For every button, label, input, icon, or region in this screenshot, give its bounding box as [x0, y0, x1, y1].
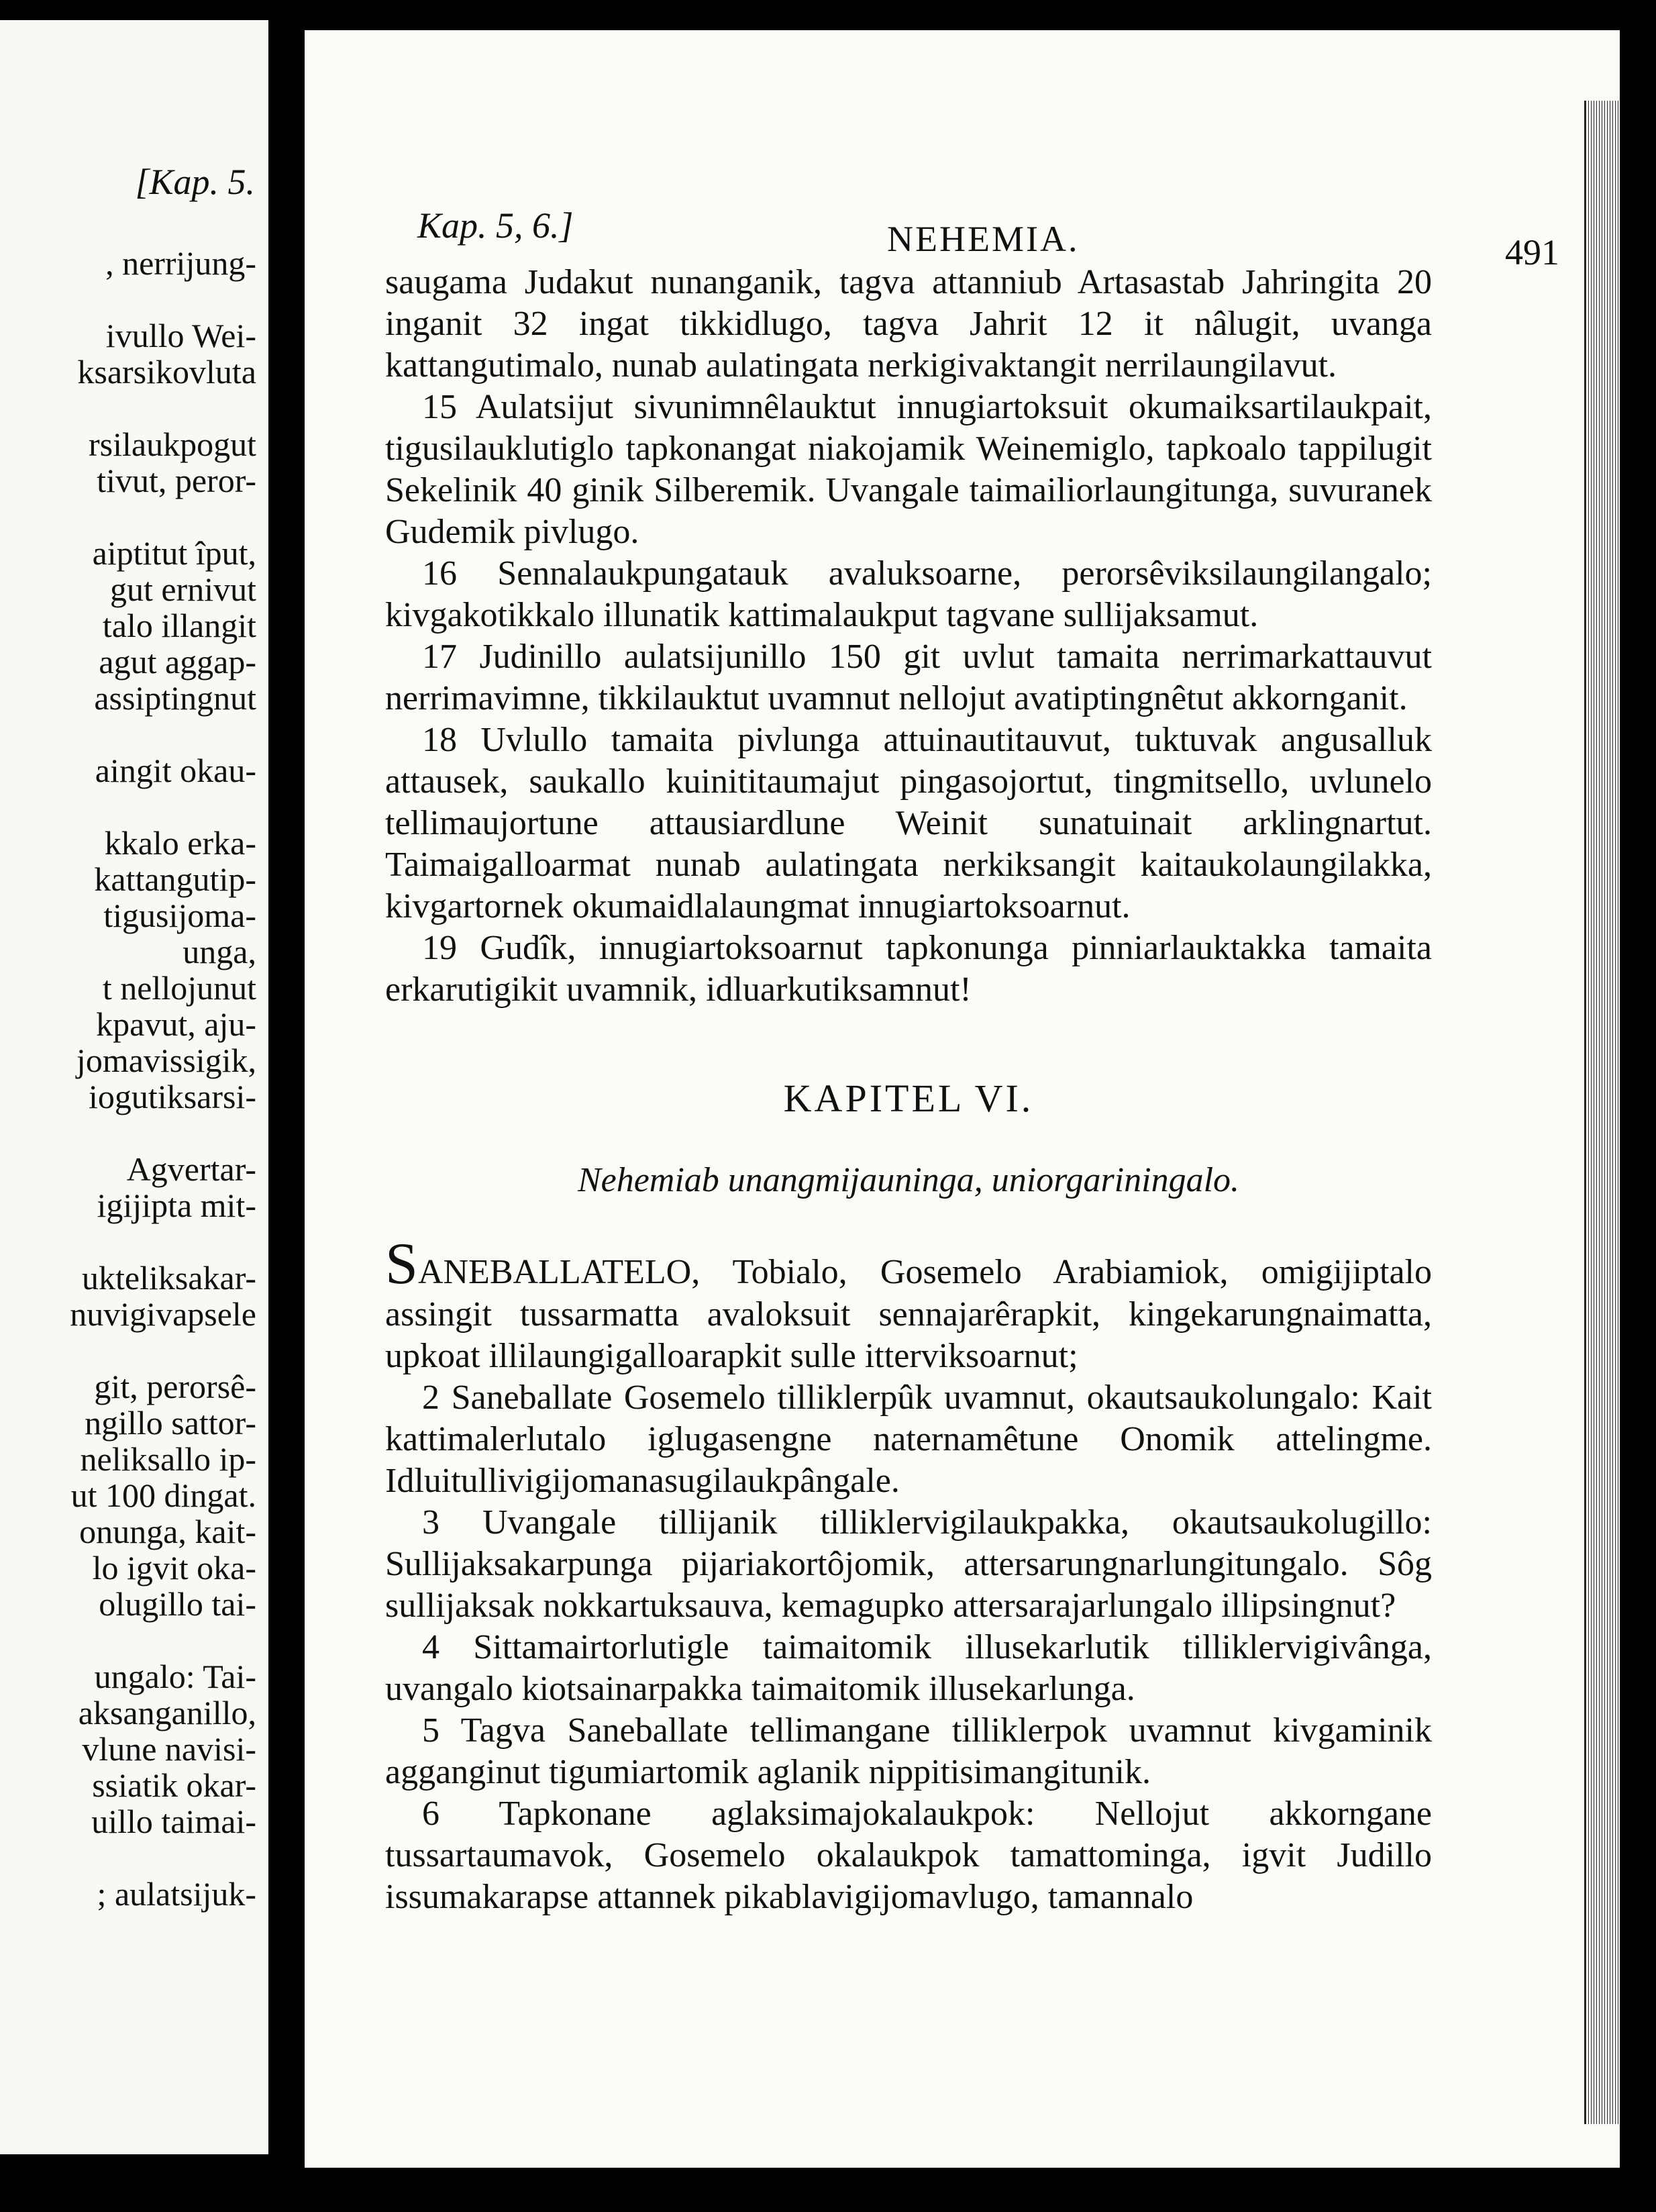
left-page-line: lo igvit oka-	[92, 1549, 256, 1587]
left-page-line: gut ernivut	[109, 570, 256, 608]
left-page-lines	[0, 245, 256, 1912]
left-page-line: rsilaukpogut	[89, 425, 256, 463]
left-page-line	[0, 789, 256, 825]
left-page-line: olugillo tai-	[99, 1585, 256, 1623]
paragraph: 19 Gudîk, innugiartoksoarnut tapkonunga pinniarlauktakka tamaita erkarutigikit uvamnik, idluarkutiksamnut!	[385, 929, 1432, 1009]
paragraph: 18 Uvlullo tamaita pivlunga attuinautitauvut, tuktuvak angusalluk attausek, saukallo kuinititaumajut pingasojortut, tingmitsello, uvlunelo tellimaujortune attausiardlune Weinit sunatuinait arklingnartut. Taimaigalloarmat nunab aulatingata nerkiksangit kaitaukolaungilakka, kivgartornek okumaidlalaungmat innugiartoksoarnut.	[385, 721, 1432, 925]
left-page-line: t nellojunut	[102, 969, 256, 1007]
page-number: 491	[1505, 232, 1559, 272]
left-page-line: kattangutip-	[94, 860, 256, 898]
left-page-line: unga,	[183, 933, 256, 970]
left-running-head: [Kap. 5.	[135, 162, 255, 202]
left-page-line: igijipta mit-	[97, 1187, 256, 1224]
paragraph: 6 Tapkonane aglaksimajokalaukpok: Nellojut akkorngane tussartaumavok, Gosemelo okalaukpok tamattominga, igvit Judillo issumakarapse attannek pikablavigijomavlugo, tamannalo	[385, 1795, 1432, 1916]
left-page-line: ksarsikovluta	[77, 353, 256, 391]
paragraph: 16 Sennalaukpungatauk avaluksoarne, perorsêviksilaungilangalo; kivgakotikkalo illunatik kattimalaukput tagvane sullijaksamut.	[385, 554, 1432, 634]
left-page-line	[0, 1223, 256, 1260]
left-page-line: ungalo: Tai-	[94, 1658, 256, 1695]
left-page-line: ivullo Wei-	[105, 317, 256, 354]
left-page-line	[0, 281, 256, 317]
paragraph: saugama Judakut nunanganik, tagva attanniub Artasastab Jahringita 20 inganit 32 ingat tikkidlugo, tagva Jahrit 12 it nâlugit, uvanga kattangutimalo, nunab aulatingata nerkigivaktangit nerrilaungilavut.	[385, 263, 1432, 385]
left-page-line: iogutiksarsi-	[89, 1078, 256, 1115]
left-page-line: assiptingnut	[94, 679, 256, 717]
left-page-line: uillo taimai-	[91, 1803, 256, 1840]
left-page-line: ukteliksakar-	[81, 1259, 256, 1297]
chapter-reference: Kap. 5, 6.]	[417, 205, 574, 246]
left-page-line: onunga, kait-	[79, 1513, 256, 1550]
left-page-fragment	[0, 20, 268, 2154]
left-page-line	[0, 1115, 256, 1151]
left-page-line	[0, 716, 256, 752]
paragraph: 17 Judinillo aulatsijunillo 150 git uvlut tamaita nerrimarkattauvut nerrimavimne, tikkilauktut uvamnut nellojut avatiptingnêtut akkornganit.	[385, 638, 1432, 717]
left-page-line: tivut, peror-	[97, 462, 256, 499]
left-page-line: agut aggap-	[99, 643, 256, 681]
left-page-line: ut 100 dingat.	[70, 1476, 256, 1514]
small-caps-name: ANEBALLATELO	[417, 1253, 692, 1291]
left-page-line	[0, 1840, 256, 1876]
drop-capital: S	[385, 1231, 418, 1297]
left-page-line	[0, 1332, 256, 1368]
chapter-subtitle: Nehemiab unangmijauninga, uniorgariningalo.	[577, 1161, 1240, 1199]
left-page-line: aiptitut îput,	[92, 534, 256, 572]
book-title: NEHEMIA.	[887, 219, 1080, 259]
left-page-line	[0, 499, 256, 535]
paragraph: 15 Aulatsijut sivunimnêlauktut innugiartoksuit okumaiksartilaukpait, tigusilauklutiglo tapkonangat niakojamik Weinemiglo, tapkoalo tappilugit Sekelinik 40 ginik Silberemik. Uvangale taimailiorlaungitunga, suvuranek Gudemik pivlugo.	[385, 388, 1432, 551]
left-page-line: vlune navisi-	[82, 1730, 256, 1768]
paragraph: 5 Tagva Saneballate tellimangane tilliklerpok uvamnut kivgaminik agganginut tigumiartomik aglanik nippitisimangitunik.	[385, 1711, 1432, 1791]
left-page-line: aingit okau-	[95, 752, 256, 789]
left-page-line: aksanganillo,	[78, 1694, 256, 1731]
body-text	[385, 262, 1432, 1918]
left-page-line: neliksallo ip-	[80, 1440, 256, 1478]
right-page	[305, 30, 1620, 2168]
left-page-line: , nerrijung-	[105, 244, 256, 282]
left-page-line: Agvertar-	[126, 1150, 256, 1188]
paragraph: 4 Sittamairtorlutigle taimaitomik illusekarlutik tilliklervigivânga, uvangalo kiotsainarpakka taimaitomik illusekarlunga.	[385, 1628, 1432, 1708]
left-page-line: talo illangit	[102, 607, 256, 644]
left-page-line: tigusijoma-	[103, 897, 256, 934]
left-page-line: ; aulatsijuk-	[97, 1875, 256, 1913]
paragraph: 2 Saneballate Gosemelo tilliklerpûk uvamnut, okautsaukolungalo: Kait kattimalerlutalo iglugasengne naternamêtune Onomik attelingme. Idluitullivigijomanasugilaukpângale.	[385, 1378, 1432, 1500]
left-page-line	[0, 1622, 256, 1658]
left-page-line: git, perorsê-	[94, 1368, 256, 1405]
page-edges	[1584, 101, 1620, 2124]
left-page-line: ngillo sattor-	[85, 1404, 256, 1442]
paragraph	[385, 1231, 1432, 1377]
chapter-title: KAPITEL VI.	[783, 1076, 1034, 1120]
left-page-line: nuvigivapsele	[70, 1295, 256, 1333]
running-head	[417, 205, 1559, 272]
book-gutter	[268, 20, 305, 2208]
left-page-line	[0, 390, 256, 426]
left-page-line: ssiatik okar-	[92, 1766, 256, 1804]
paragraph: 3 Uvangale tillijanik tilliklervigilaukpakka, okautsaukolugillo: Sullijaksakarpunga pijariakortôjomik, attersarungnarlungitungalo. Sôg sullijaksak nokkartuksauva, kemagupko attersarajarlungalo illipsingnut?	[385, 1503, 1432, 1625]
left-page-line: jomavissigik,	[76, 1042, 256, 1079]
left-page-line: kkalo erka-	[104, 824, 256, 862]
paragraph-text: , Tobialo, Gosemelo Arabiamiok, omigijiptalo assingit tussarmatta avaloksuit sennajarêrapkit, kingekarungnaimatta, upkoat illilaungigalloarapkit sulle itterviksoarnut;	[385, 1253, 1432, 1375]
left-page-line: kpavut, aju-	[96, 1005, 256, 1043]
